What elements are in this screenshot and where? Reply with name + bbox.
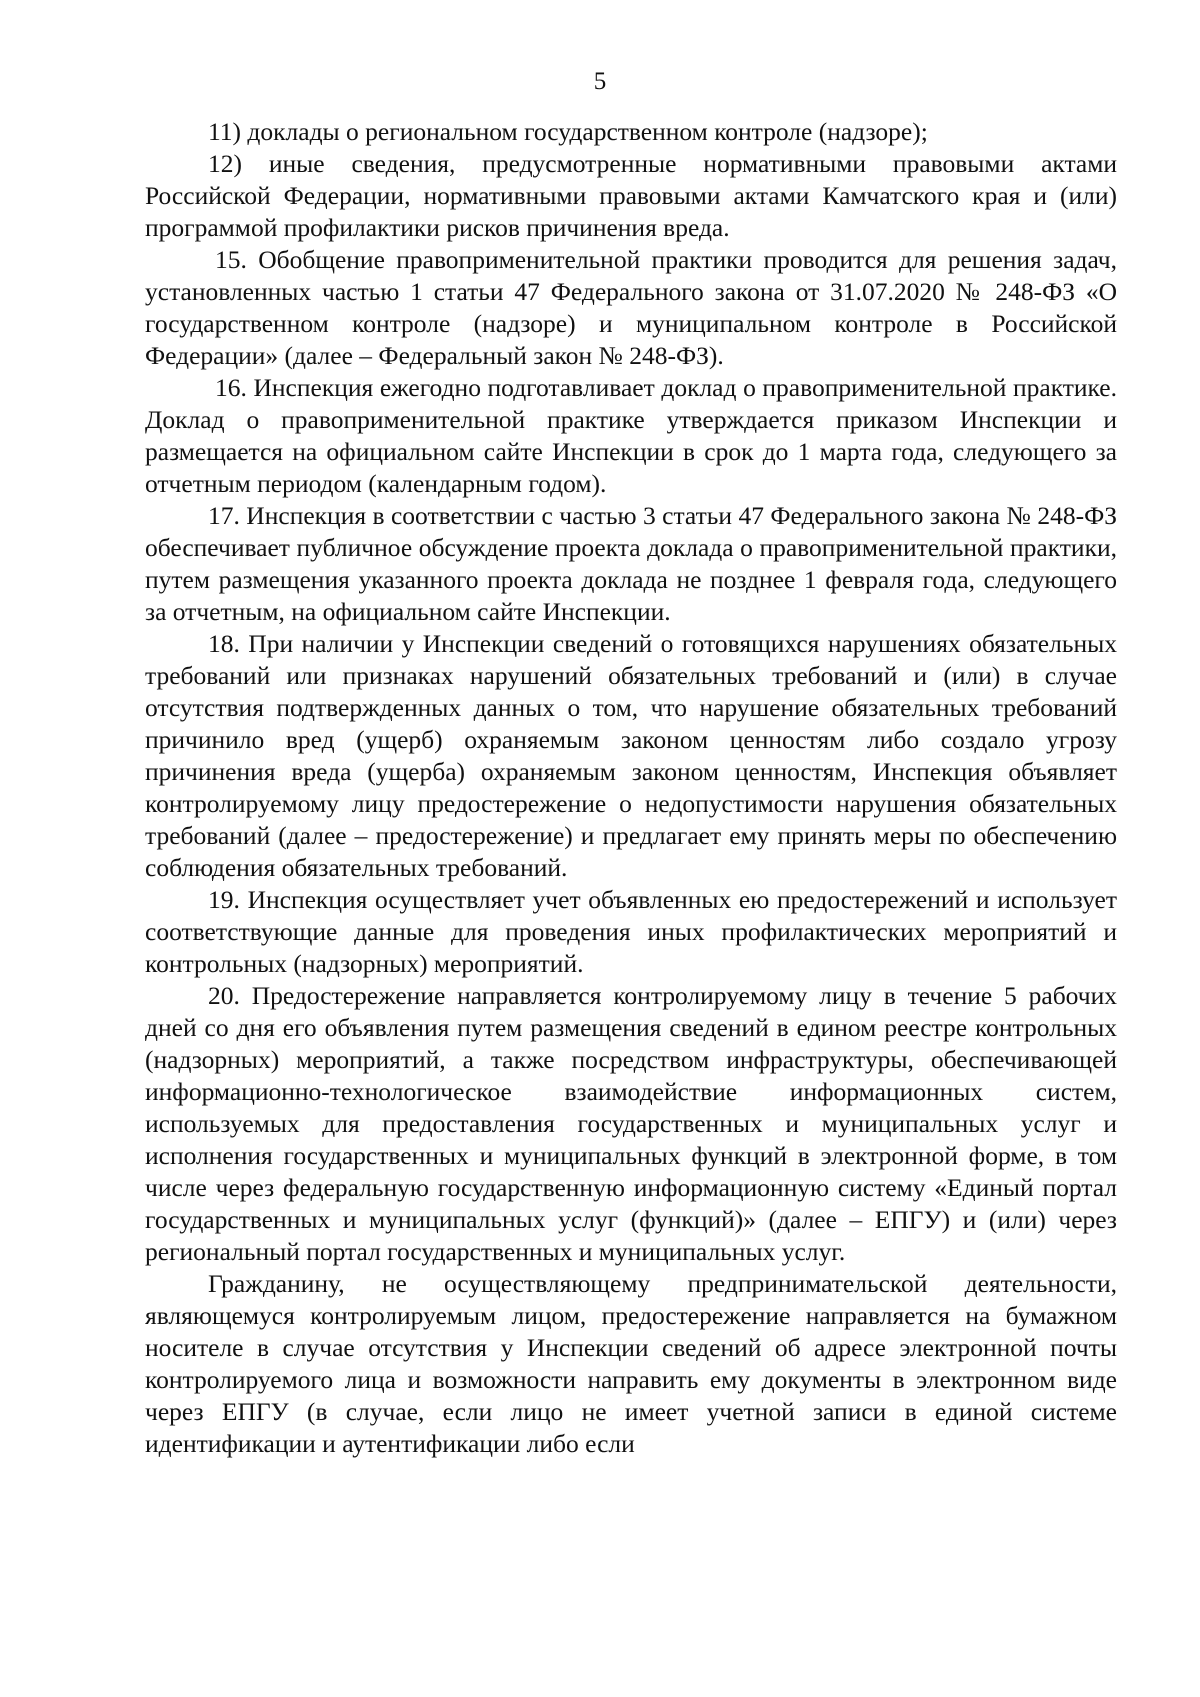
paragraph-item-12: 12) иные сведения, предусмотренные нормативными правовыми актами Российской Федерации, нормативными правовыми актами Камчатского края и (или) программой профилактики рисков причинения вреда. — [145, 149, 1117, 242]
paragraph-clause-19: 19. Инспекция осуществляет учет объявленных ею предостережений и использует соответствующие данные для проведения иных профилактических мероприятий и контрольных (надзорных) мероприятий. — [145, 885, 1117, 978]
document-body — [145, 116, 1117, 1460]
paragraph-item-11: 11) доклады о региональном государственном контроле (надзоре); — [208, 117, 928, 146]
paragraph-clause-15: 15. Обобщение правоприменительной практики проводится для решения задач, установленных частью 1 статьи 47 Федерального закона от 31.07.2020 № 248-ФЗ «О государственном контроле (надзоре) и муниципальном контроле в Российской Федерации» (далее – Федеральный закон № 248-ФЗ). — [145, 245, 1117, 370]
paragraph-clause-16: 16. Инспекция ежегодно подготавливает доклад о правоприменительной практике. Доклад о правоприменительной практике утверждается приказом Инспекции и размещается на официальном сайте Инспекции в срок до 1 марта года, следующего за отчетным периодом (календарным годом). — [145, 373, 1117, 498]
paragraph-citizen-notice: Гражданину, не осуществляющему предпринимательской деятельности, являющемуся контролируемым лицом, предостережение направляется на бумажном носителе в случае отсутствия у Инспекции сведений об адресе электронной почты контролируемого лица и возможности направить ему документы в электронном виде через ЕПГУ (в случае, если лицо не имеет учетной записи в единой системе идентификации и аутентификации либо если — [145, 1269, 1117, 1458]
paragraph-clause-18: 18. При наличии у Инспекции сведений о готовящихся нарушениях обязательных требований или признаках нарушений обязательных требований и (или) в случае отсутствия подтвержденных данных о том, что нарушение обязательных требований причинило вред (ущерб) охраняемым законом ценностям либо создало угрозу причинения вреда (ущерба) охраняемым законом ценностям, Инспекция объявляет контролируемому лицу предостережение о недопустимости нарушения обязательных требований (далее – предостережение) и предлагает ему принять меры по обеспечению соблюдения обязательных требований. — [145, 629, 1117, 882]
page-number: 5 — [593, 68, 607, 95]
paragraph-clause-17: 17. Инспекция в соответствии с частью 3 статьи 47 Федерального закона № 248-ФЗ обеспечивает публичное обсуждение проекта доклада о правоприменительной практики, путем размещения указанного проекта доклада не позднее 1 февраля года, следующего за отчетным, на официальном сайте Инспекции. — [145, 501, 1117, 626]
paragraph-clause-20: 20. Предостережение направляется контролируемому лицу в течение 5 рабочих дней со дня его объявления путем размещения сведений в едином реестре контрольных (надзорных) мероприятий, а также посредством инфраструктуры, обеспечивающей информационно-технологическое взаимодействие информационных систем, используемых для предоставления государственных и муниципальных услуг и исполнения государственных и муниципальных функций в электронной форме, в том числе через федеральную государственную информационную систему «Единый портал государственных и муниципальных услуг (функций)» (далее – ЕПГУ) и (или) через региональный портал государственных и муниципальных услуг. — [145, 981, 1117, 1266]
